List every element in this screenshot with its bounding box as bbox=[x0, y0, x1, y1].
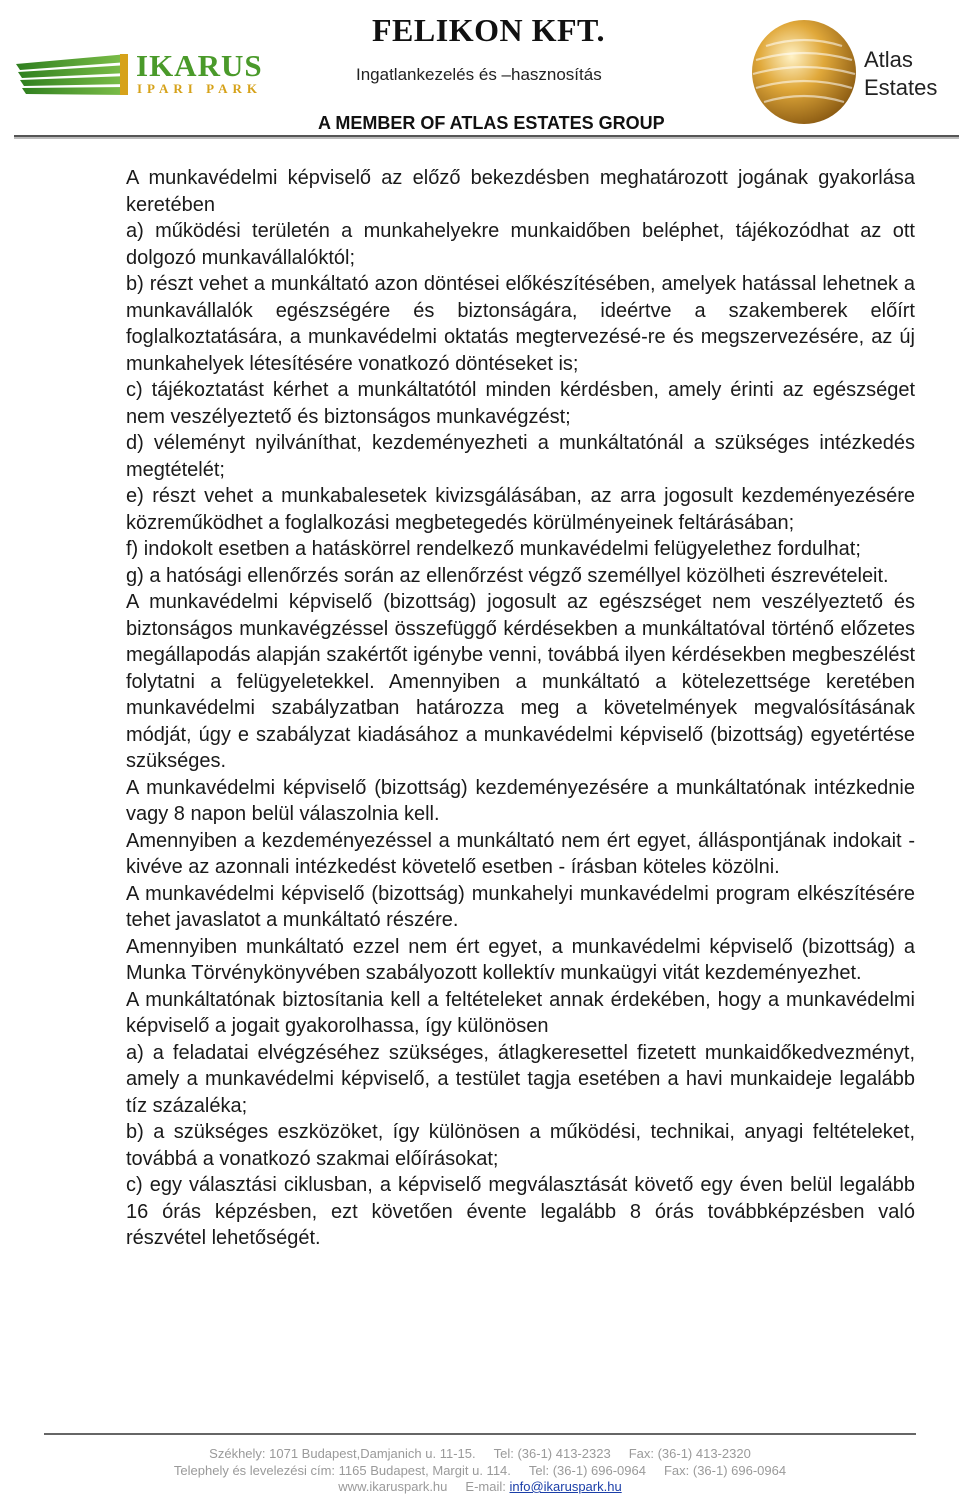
paragraph: A munkavédelmi képviselő (bizottság) jogosult az egészséget nem veszélyeztető és biztonságos munkavégzéssel összefüggő kérdésekben a munkáltatóval történő előzetes megállapodás alapján szakértőt igénybe venni, továbbá ilyen kérdésekben megbeszélést folytatni a felügyeletekkel. Amennyiben a munkáltató a kötelezettsége keretében munkavédelmi szabályzatban határozza meg a követelmények megvalósításának módját, úgy e szabályzat kiadásához a munkavédelmi képviselő (bizottság) egyetértése szükséges. bbox=[126, 591, 915, 772]
footer-hq-tel: Tel: (36-1) 413-2323 bbox=[493, 1446, 611, 1461]
atlas-estates-wordmark bbox=[864, 46, 937, 102]
footer-email-link[interactable]: info@ikaruspark.hu bbox=[509, 1479, 622, 1494]
atlas-wordmark-line2: Estates bbox=[864, 75, 938, 100]
list-item-a: a) a feladatai elvégzéséhez szükséges, átlagkeresettel fizetett munkaidőkedvezményt, amely a munkavédelmi képviselő, a testület tagja esetében a havi munkaideje legalább tíz százaléka; bbox=[126, 1041, 915, 1117]
list-item-f: f) indokolt esetben a hatáskörrel rendelkező munkavédelmi felügyelethez fordulhat; bbox=[126, 538, 861, 560]
list-item-c: c) egy választási ciklusban, a képviselő megválasztását követő egy éven belül legalább 16 órás képzésben, ezt követően évente legalább 8 órás továbbképzésben való részvétel lehetőségét. bbox=[126, 1174, 915, 1249]
footer-line-web bbox=[44, 1479, 916, 1496]
company-name: FELIKON KFT. bbox=[372, 12, 605, 48]
list-item-d: d) véleményt nyilváníthat, kezdeményezheti a munkáltatónál a szükséges intézkedés megtételét; bbox=[126, 432, 915, 481]
list-item-e: e) részt vehet a munkabalesetek kivizsgálásában, az arra jogosult kezdeményezésére közreműködhet a foglalkozási megbetegedés körülményeinek feltárásában; bbox=[126, 485, 915, 534]
header-divider bbox=[14, 135, 959, 137]
footer-hq-fax: Fax: (36-1) 413-2320 bbox=[628, 1446, 751, 1461]
paragraph: A munkavédelmi képviselő (bizottság) munkahelyi munkavédelmi program elkészítésére tehet javaslatot a munkáltató részére. bbox=[126, 882, 915, 931]
list-item-c: c) tájékoztatást kérhet a munkáltatótól minden kérdésben, amely érinti az egészséget nem veszélyeztető és biztonságos munkavégzést; bbox=[126, 379, 915, 428]
footer bbox=[44, 1446, 916, 1496]
list-item-g: g) a hatósági ellenőrzés során az ellenőrzést végző személlyel közölheti észrevételeit. bbox=[126, 564, 889, 587]
footer-divider bbox=[44, 1433, 916, 1435]
list-item-b: b) a szükséges eszközöket, így különösen a működési, technikai, anyagi feltételeket, továbbá a vonatkozó szakmai előírásokat; bbox=[126, 1121, 915, 1170]
list-item-a: a) működési területén a munkahelyekre munkaidőben beléphet, tájékozódhat az ott dolgozó munkavállalóktól; bbox=[126, 220, 915, 269]
footer-hq-address: Székhely: 1071 Budapest,Damjanich u. 11-15. bbox=[209, 1446, 476, 1461]
ikarus-logo-text: IKARUS bbox=[136, 48, 263, 83]
paragraph: Amennyiben a kezdeményezéssel a munkáltató nem ért egyet, álláspontjának indokait - kivéve az azonnali intézkedést követelő esetben - írásban köteles közölni. bbox=[126, 829, 915, 878]
atlas-wordmark-line1: Atlas bbox=[864, 47, 913, 72]
footer-line-site bbox=[44, 1463, 916, 1480]
ikarus-logo-subtitle: IPARI PARK bbox=[137, 81, 262, 96]
footer-site-fax: Fax: (36-1) 696-0964 bbox=[663, 1462, 787, 1478]
footer-site-tel: Tel: (36-1) 696-0964 bbox=[528, 1462, 646, 1478]
document-body bbox=[126, 165, 915, 1252]
list-item-b: b) részt vehet a munkáltató azon döntései előkészítésében, amelyek hatással lehetnek a munkavállalók egészségére és biztonságára, ideértve a szakemberek előírt foglalkoztatására, a munkavédelmi oktatás megtervezésé-re és megszervezésére, az új munkahelyek létesítésére vonatkozó döntéseket is; bbox=[126, 273, 915, 375]
paragraph: A munkavédelmi képviselő (bizottság) kezdeményezésére a munkáltatónak intézkednie vagy 8 napon belül válaszolnia kell. bbox=[126, 776, 915, 825]
paragraph: A munkáltatónak biztosítania kell a feltételeket annak érdekében, hogy a munkavédelmi képviselő a jogait gyakorolhassa, így különösen bbox=[126, 988, 915, 1037]
footer-website[interactable]: www.ikaruspark.hu bbox=[338, 1479, 448, 1494]
atlas-globe-icon bbox=[748, 16, 860, 128]
letterhead bbox=[0, 0, 960, 140]
footer-line-headquarters bbox=[44, 1446, 916, 1463]
company-tagline: Ingatlankezelés és –hasznosítás bbox=[356, 65, 602, 84]
paragraph: A munkavédelmi képviselő az előző bekezdésben meghatározott jogának gyakorlása keretében bbox=[126, 167, 915, 216]
footer-site-address: Telephely és levelezési cím: 1165 Budapest, Margit u. 114. bbox=[173, 1462, 511, 1478]
member-line: A MEMBER OF ATLAS ESTATES GROUP bbox=[318, 113, 665, 133]
footer-email-label: E-mail: bbox=[465, 1479, 506, 1494]
paragraph: Amennyiben munkáltató ezzel nem ért egyet, a munkavédelmi képviselő (bizottság) a Munka Törvénykönyvében szabályozott kollektív munkaügyi vitát kezdeményezhet. bbox=[126, 935, 915, 984]
